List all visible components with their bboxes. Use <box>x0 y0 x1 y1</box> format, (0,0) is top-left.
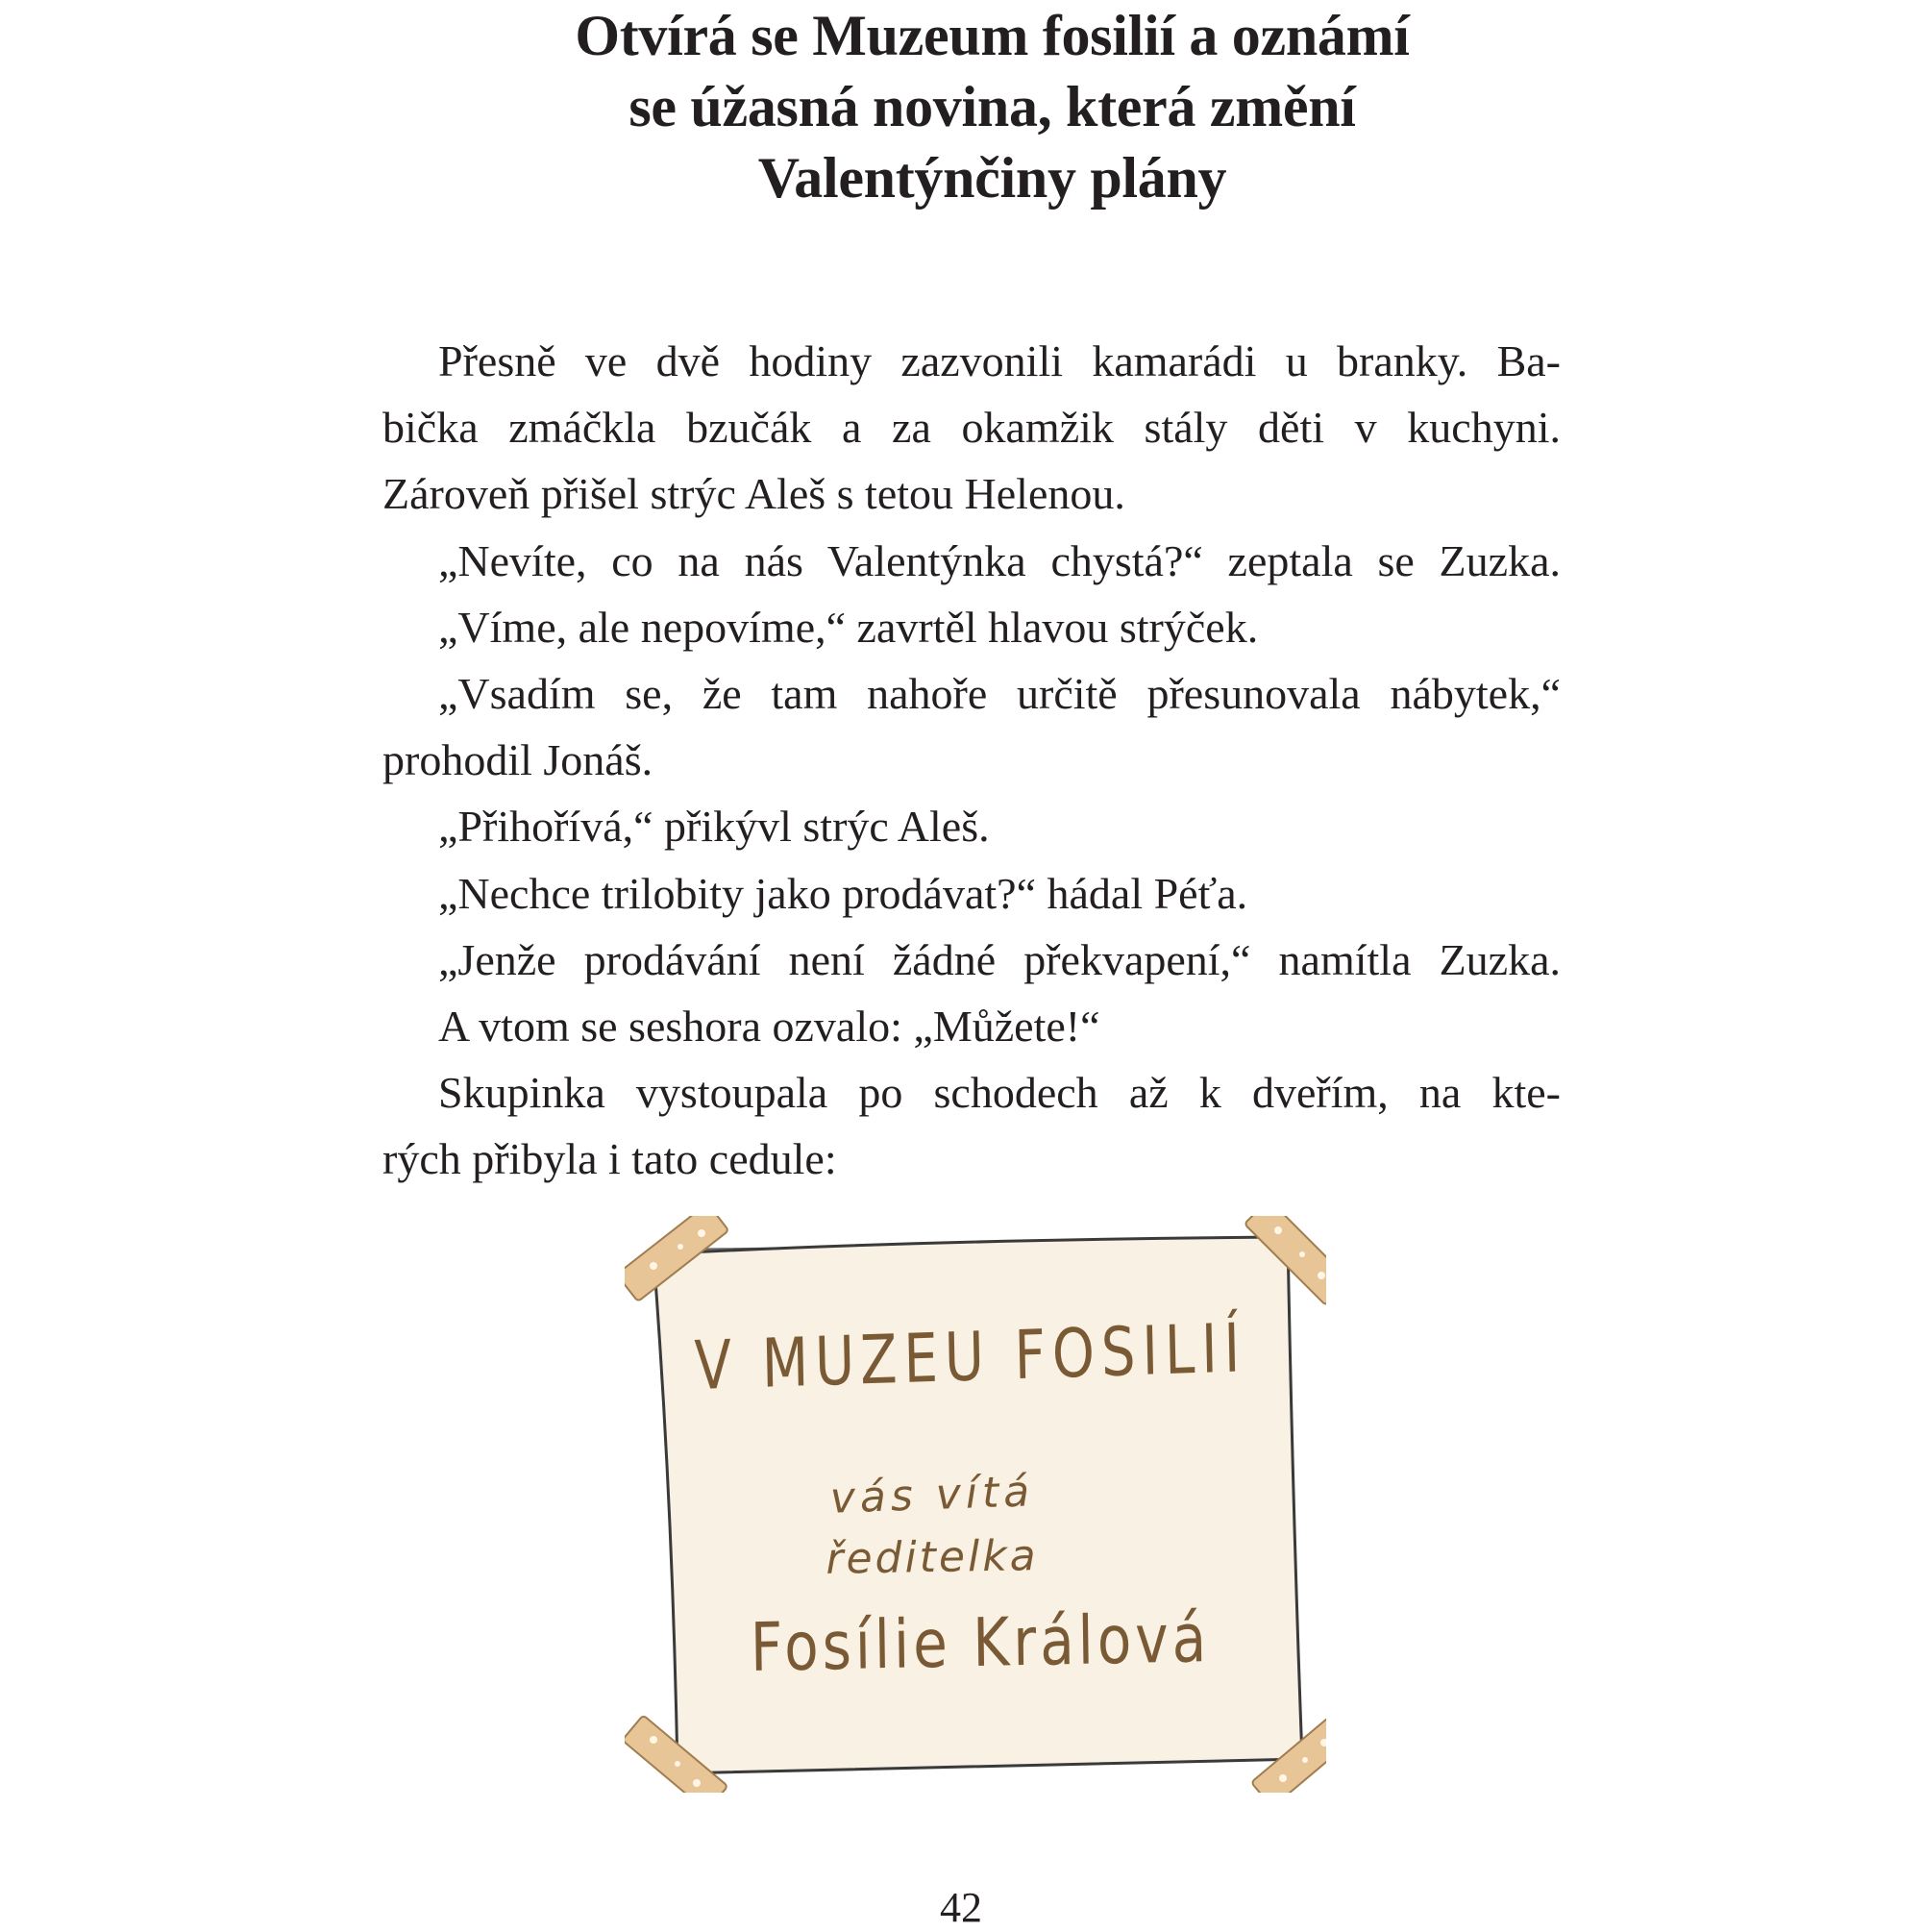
body-line-8: „Přihořívá,“ přikývl strýc Aleš. <box>438 802 990 852</box>
body-line-10: „Jenže prodávání není žádné překvapení,“ namítla Zuzka. <box>438 934 1561 984</box>
body-line-11: A vtom se seshora ozvalo: „Můžete!“ <box>438 1001 1100 1051</box>
chapter-title <box>288 0 1696 213</box>
body-line-6: „Vsadím se, že tam nahoře určitě přesunovala nábytek,“ <box>438 668 1561 718</box>
body-line-2: bička zmáčkla bzučák a za okamžik stály děti v kuchyni. <box>382 403 1561 453</box>
chapter-title-line-3: Valentýnčiny plány <box>757 146 1227 210</box>
body-line-12: Skupinka vystoupala po schodech až k dveřím, na kte- <box>438 1068 1561 1118</box>
body-line-9: „Nechce trilobity jako prodávat?“ hádal Péťa. <box>438 868 1248 918</box>
museum-sign <box>625 1216 1326 1793</box>
sign-name: Fosílie Králová <box>750 1598 1211 1687</box>
page-number: 42 <box>940 1884 982 1931</box>
body-line-7: prohodil Jonáš. <box>382 735 653 785</box>
sign-greeting: vás vítá <box>828 1467 1036 1523</box>
body-line-5: „Víme, ale nepovíme,“ zavrtěl hlavou strýček. <box>438 602 1259 652</box>
body-text <box>382 328 1561 1192</box>
body-line-13: rých přibyla i tato cedule: <box>382 1134 837 1184</box>
body-line-1: Přesně ve dvě hodiny zazvonili kamarádi u branky. Ba- <box>438 336 1561 385</box>
body-line-3: Zároveň přišel strýc Aleš s tetou Helenou. <box>382 469 1125 519</box>
body-line-4: „Nevíte, co na nás Valentýnka chystá?“ zeptala se Zuzka. <box>438 535 1561 585</box>
chapter-title-line-1: Otvírá se Muzeum fosilií a oznámí <box>575 4 1410 67</box>
chapter-title-line-2: se úžasná novina, která změní <box>628 75 1356 138</box>
sign-role: ředitelka <box>825 1531 1040 1584</box>
sign-heading: V MUZEU FOSILIÍ <box>693 1309 1248 1406</box>
